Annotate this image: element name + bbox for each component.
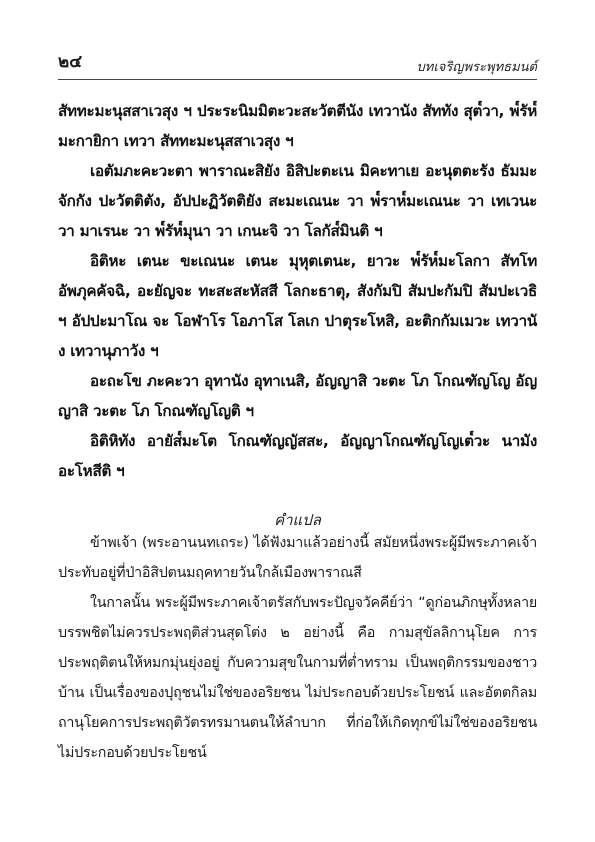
translation-text (58, 528, 537, 768)
pali-paragraph: อิติหะ เตนะ ขะเณนะ เตนะ มุหุตเตนะ, ยาวะ พ๎รัห๎มะโลกา สัทโท อัพภุคคัจฉิ, อะยัญจะ ทะสะสะหัสสี โลกะธาตุ, สังกัมปิ สัมปะกัมปิ สัมปะเวธิ ฯ อัปปะมาโณ จะ โอฬาโร โอภาโส โลเก ปาตุระโหสิ, อะติกกัมเมวะ เทวานัง เทวานุภาวัง ฯ (58, 252, 537, 360)
translation-paragraph: ข้าพเจ้า (พระอานนทเถระ) ได้ฟังมาแล้วอย่างนี้ สมัยหนึ่งพระผู้มีพระภาคเจ้าประทับอยู่ที่ป่าอิสิปตนมฤคทายวันใกล้เมืองพาราณสี (58, 535, 537, 581)
translation-heading: คำแปล (274, 511, 321, 529)
page-number: ๒๔ (58, 52, 83, 72)
pali-paragraph: เอตัมภะคะวะตา พาราณะสิยัง อิสิปะตะเน มิคะทาเย อะนุตตะรัง ธัมมะจักกัง ปะวัตติตัง, อัปปะฏิวัตติยัง สะมะเณนะ วา พ๎ราห๎มะเณนะ วา เทเวนะ วา มาเรนะ วา พ๎รัห๎มุนา วา เกนะจิ วา โลกัส๎มินติ ฯ (58, 162, 537, 240)
pali-paragraph: อะถะโข ภะคะวา อุทานัง อุทาเนสิ, อัญญาสิ วะตะ โภ โกณฑัญโญ อัญญาสิ วะตะ โภ โกณฑัญโญติ ฯ (58, 372, 537, 420)
pali-chant-text (58, 96, 537, 486)
running-header-title: บทเจริญพระพุทธมนต์ (416, 60, 537, 75)
translation-paragraph: ในกาลนั้น พระผู้มีพระภาคเจ้าตรัสกับพระปัญจวัคคีย์ว่า “ดูก่อนภิกษุทั้งหลาย บรรพชิตไม่ควรประพฤติส่วนสุดโต่ง ๒ อย่างนี้ คือ กามสุขัลลิกานุโยค การประพฤติตนให้หมกมุ่นยุ่งอยู่ กับความสุขในกามที่ต่ำทราม เป็นพฤติกรรมของชาวบ้าน เป็นเรื่องของปุถุชนไม่ใช่ของอริยชน ไม่ประกอบด้วยประโยชน์ และอัตตกิลมถานุโยคการประพฤติวัตรทรมานตนให้ลำบาก ที่ก่อให้เกิดทุกข์ไม่ใช่ของอริยชน ไม่ประกอบด้วยประโยชน์ (58, 595, 537, 761)
pali-paragraph: สัททะมะนุสสาเวสุง ฯ ประระนิมมิตะวะสะวัตตีนัง เทวานัง สัททัง สุต๎วา, พ๎รัห๎มะกายิกา เทวา สัททะมะนุสสาเวสุง ฯ (58, 102, 537, 150)
header-divider (58, 79, 537, 80)
pali-paragraph: อิติหิทัง อายัส๎มะโต โกณฑัญญัสสะ, อัญญาโกณฑัญโญเต๎วะ นามัง อะโหสีติ ฯ (58, 432, 537, 480)
